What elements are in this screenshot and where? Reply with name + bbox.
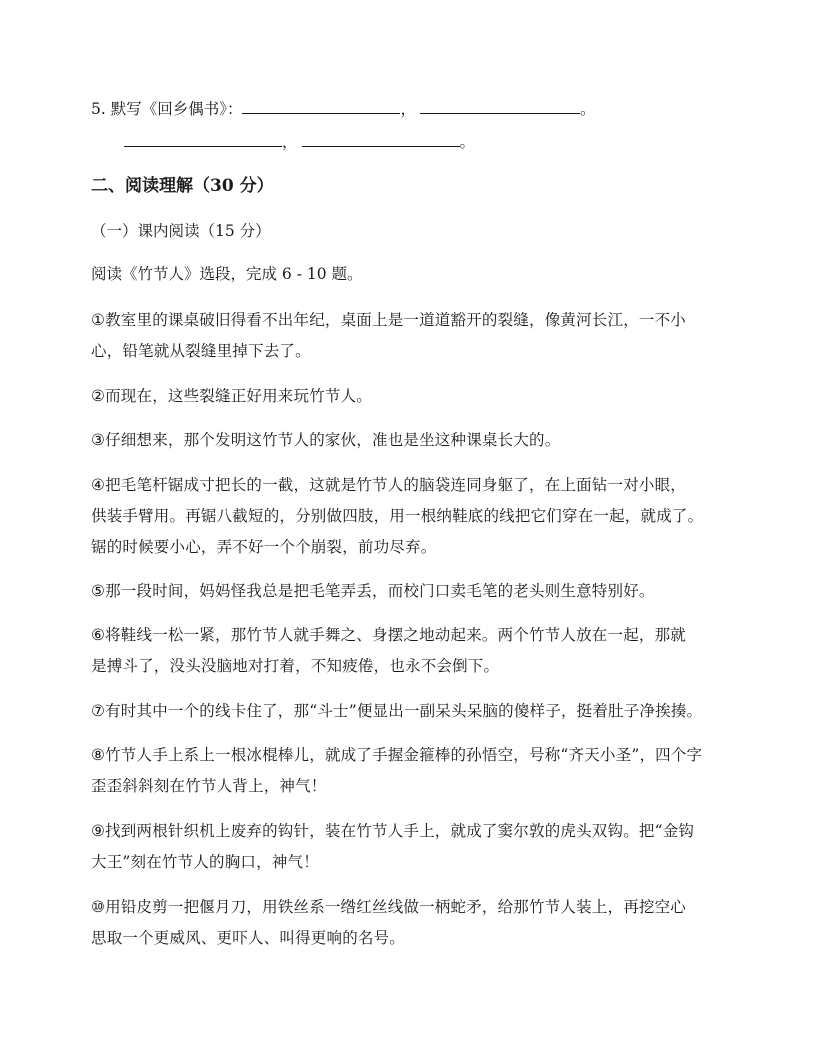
answer-blank-4[interactable]	[302, 131, 460, 147]
paragraph-line: 锯的时候要小心，弄不好一个个崩裂，前功尽弃。	[91, 538, 437, 556]
paragraph-number: ⑩	[91, 898, 106, 916]
paragraph-line: 而现在，这些裂缝正好用来玩竹节人。	[105, 387, 373, 405]
answer-blank-3[interactable]	[124, 131, 282, 147]
paragraph-number: ①	[91, 311, 106, 329]
paragraph-line: 用铅皮剪一把偃月刀，用铁丝系一绺红丝线做一柄蛇矛，给那竹节人装上，再挖空心	[105, 898, 687, 916]
paragraph-3	[91, 425, 731, 456]
reading-instruction: 阅读《竹节人》选段，完成 6 - 10 题。	[91, 265, 363, 283]
paragraph-8	[91, 740, 731, 802]
paragraph-2	[91, 381, 731, 412]
period-mark: 。	[459, 133, 476, 151]
section-title: 二、阅读理解（30 分）	[91, 176, 274, 196]
paragraph-number: ⑨	[91, 822, 106, 840]
paragraph-number: ②	[91, 387, 106, 405]
period-mark: 。	[579, 100, 596, 118]
question-5-line-2	[124, 131, 764, 152]
paragraph-line: 将鞋线一松一紧，那竹节人就手舞之、身摆之地动起来。两个竹节人放在一起，那就	[105, 626, 687, 644]
paragraph-line: 仔细想来，那个发明这竹节人的家伙，准也是坐这种课桌长大的。	[105, 431, 561, 449]
paragraph-line: 找到两根针织机上废弃的钩针，装在竹节人手上，就成了窦尔敦的虎头双钩。把“金钩	[105, 822, 695, 840]
question-5-line-1	[91, 98, 731, 119]
comma-separator: ，	[400, 100, 416, 118]
paragraph-number: ⑥	[91, 626, 106, 644]
paragraph-4	[91, 470, 731, 563]
paragraph-line: 竹节人手上系上一根冰棍棒儿，就成了手握金箍棒的孙悟空，号称“齐天小圣”，四个字	[105, 746, 703, 764]
paragraph-number: ⑧	[91, 746, 106, 764]
paragraph-line: 心，铅笔就从裂缝里掉下去了。	[91, 342, 311, 360]
comma-separator: ，	[282, 133, 298, 151]
paragraph-number: ③	[91, 431, 106, 449]
answer-blank-1[interactable]	[242, 98, 400, 114]
paragraph-7	[91, 696, 731, 727]
paragraph-line: 教室里的课桌破旧得看不出年纪，桌面上是一道道豁开的裂缝，像黄河长江，一不小	[105, 311, 687, 329]
paragraph-line: 有时其中一个的线卡住了，那“斗士”便显出一副呆头呆脑的傻样子，挺着肚子净挨揍。	[105, 702, 703, 720]
paragraph-5	[91, 576, 731, 607]
answer-blank-2[interactable]	[420, 98, 580, 114]
paragraph-line: 是搏斗了，没头没脑地对打着，不知疲倦，也永不会倒下。	[91, 657, 500, 675]
paragraph-1	[91, 305, 731, 367]
paragraph-line: 把毛笔杆锯成寸把长的一截，这就是竹节人的脑袋连同身躯了，在上面钻一对小眼，	[105, 476, 687, 494]
paragraph-line: 思取一个更威风、更吓人、叫得更响的名号。	[91, 929, 406, 947]
paragraph-line: 歪歪斜斜刻在竹节人背上，神气！	[91, 777, 327, 795]
question-5-prompt: 5. 默写《回乡偶书》：	[91, 100, 243, 118]
paragraph-line: 那一段时间，妈妈怪我总是把毛笔弄丢，而校门口卖毛笔的老头则生意特别好。	[105, 582, 655, 600]
subsection-title: （一）课内阅读（15 分）	[91, 222, 271, 240]
paragraph-number: ⑤	[91, 582, 106, 600]
paragraph-line: 供装手臂用。再锯八截短的，分别做四肢，用一根纳鞋底的线把它们穿在一起，就成了。	[91, 507, 704, 525]
paragraph-9	[91, 816, 731, 878]
paragraph-10	[91, 892, 731, 954]
paragraph-number: ⑦	[91, 702, 106, 720]
paragraph-number: ④	[91, 476, 106, 494]
paragraph-line: 大王”刻在竹节人的胸口，神气！	[91, 853, 319, 871]
paragraph-6	[91, 620, 731, 682]
